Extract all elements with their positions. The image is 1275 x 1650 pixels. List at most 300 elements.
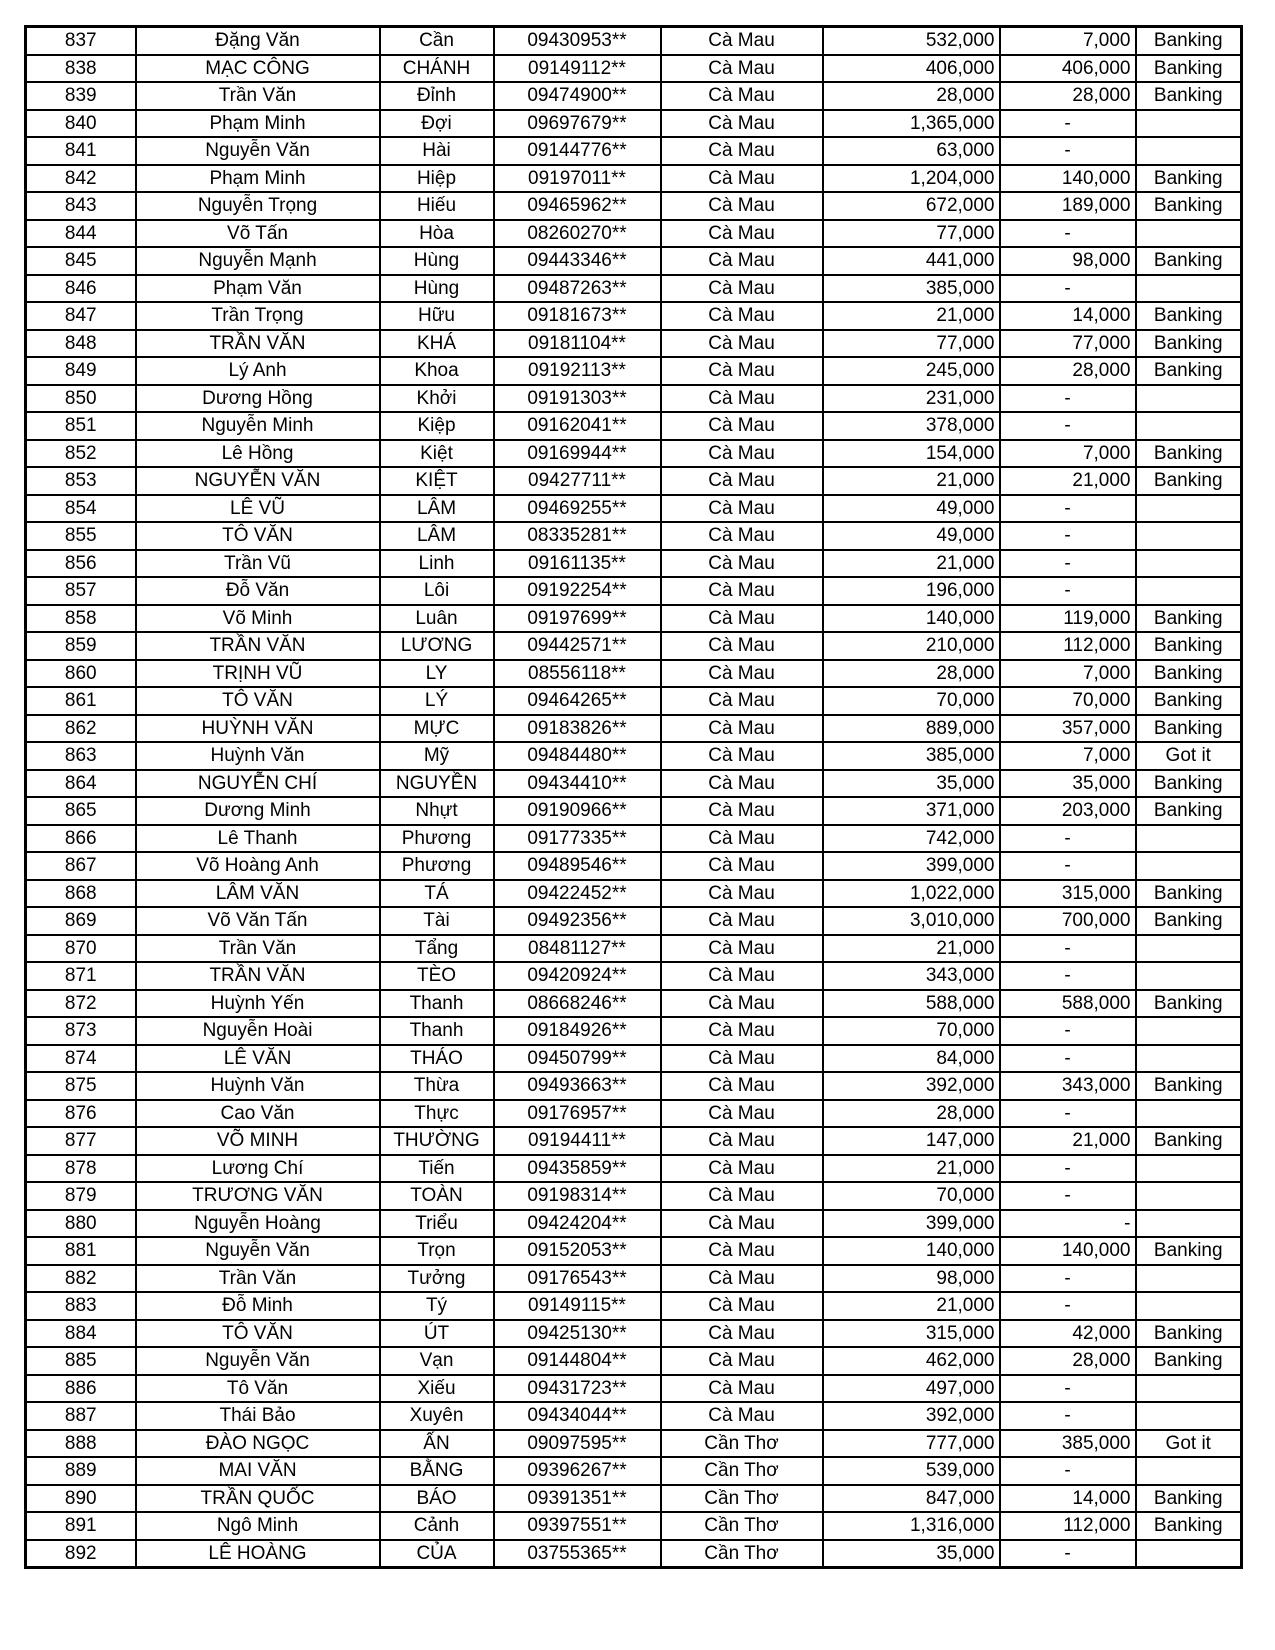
cell-status: Banking — [1136, 687, 1242, 715]
table-row — [26, 907, 1242, 935]
cell-province: Cà Mau — [661, 385, 823, 413]
cell-first-middle-name: Ngô Minh — [136, 1512, 380, 1540]
cell-province: Cà Mau — [661, 522, 823, 550]
table-row — [26, 412, 1242, 440]
cell-amount-vnd: 1,204,000 — [823, 165, 1000, 193]
cell-row-number: 877 — [26, 1127, 136, 1155]
cell-given-name: Kiệp — [380, 412, 494, 440]
cell-row-number: 871 — [26, 962, 136, 990]
cell-amount-vnd: 21,000 — [823, 1292, 1000, 1320]
cell-row-number: 854 — [26, 495, 136, 523]
cell-status: Banking — [1136, 440, 1242, 468]
cell-province: Cà Mau — [661, 1017, 823, 1045]
cell-row-number: 885 — [26, 1347, 136, 1375]
cell-status — [1136, 1155, 1242, 1183]
cell-paid-vnd: 7,000 — [1000, 660, 1136, 688]
cell-paid-vnd: 357,000 — [1000, 715, 1136, 743]
cell-phone-masked: 09152053** — [494, 1237, 661, 1265]
cell-first-middle-name: NGUYỄN VĂN — [136, 467, 380, 495]
table-row — [26, 495, 1242, 523]
cell-given-name: ÚT — [380, 1320, 494, 1348]
cell-row-number: 838 — [26, 55, 136, 83]
cell-amount-vnd: 231,000 — [823, 385, 1000, 413]
cell-status: Banking — [1136, 357, 1242, 385]
cell-given-name: Hiệp — [380, 165, 494, 193]
cell-given-name: Mỹ — [380, 742, 494, 770]
cell-province: Cà Mau — [661, 1375, 823, 1403]
cell-row-number: 858 — [26, 605, 136, 633]
cell-given-name: Khởi — [380, 385, 494, 413]
cell-given-name: LÂM — [380, 522, 494, 550]
cell-amount-vnd: 70,000 — [823, 1182, 1000, 1210]
cell-first-middle-name: TRẦN VĂN — [136, 632, 380, 660]
cell-row-number: 855 — [26, 522, 136, 550]
cell-row-number: 846 — [26, 275, 136, 303]
cell-paid-vnd: 7,000 — [1000, 27, 1136, 55]
cell-province: Cà Mau — [661, 110, 823, 138]
cell-amount-vnd: 35,000 — [823, 770, 1000, 798]
cell-given-name: Phương — [380, 825, 494, 853]
cell-province: Cần Thơ — [661, 1485, 823, 1513]
table-row — [26, 852, 1242, 880]
cell-given-name: MỰC — [380, 715, 494, 743]
table-row — [26, 220, 1242, 248]
cell-phone-masked: 09464265** — [494, 687, 661, 715]
cell-row-number: 863 — [26, 742, 136, 770]
cell-paid-vnd: - — [1000, 825, 1136, 853]
cell-amount-vnd: 245,000 — [823, 357, 1000, 385]
cell-first-middle-name: Trần Vũ — [136, 550, 380, 578]
cell-first-middle-name: TÔ VĂN — [136, 1320, 380, 1348]
cell-row-number: 884 — [26, 1320, 136, 1348]
cell-phone-masked: 09469255** — [494, 495, 661, 523]
cell-paid-vnd: 28,000 — [1000, 357, 1136, 385]
cell-phone-masked: 09422452** — [494, 880, 661, 908]
cell-first-middle-name: Võ Văn Tấn — [136, 907, 380, 935]
cell-amount-vnd: 21,000 — [823, 935, 1000, 963]
cell-phone-masked: 08668246** — [494, 990, 661, 1018]
cell-province: Cà Mau — [661, 192, 823, 220]
cell-status: Banking — [1136, 165, 1242, 193]
table-row — [26, 660, 1242, 688]
cell-first-middle-name: LÊ VĂN — [136, 1045, 380, 1073]
cell-amount-vnd: 98,000 — [823, 1265, 1000, 1293]
cell-amount-vnd: 847,000 — [823, 1485, 1000, 1513]
cell-given-name: Tẩng — [380, 935, 494, 963]
cell-status — [1136, 1017, 1242, 1045]
cell-status: Banking — [1136, 660, 1242, 688]
table-row — [26, 110, 1242, 138]
cell-status: Banking — [1136, 605, 1242, 633]
cell-phone-masked: 09493663** — [494, 1072, 661, 1100]
cell-paid-vnd: - — [1000, 1402, 1136, 1430]
cell-status — [1136, 1402, 1242, 1430]
cell-first-middle-name: LÂM VĂN — [136, 880, 380, 908]
cell-row-number: 845 — [26, 247, 136, 275]
cell-province: Cà Mau — [661, 1155, 823, 1183]
cell-province: Cà Mau — [661, 990, 823, 1018]
cell-status: Banking — [1136, 467, 1242, 495]
cell-first-middle-name: Đỗ Văn — [136, 577, 380, 605]
cell-row-number: 874 — [26, 1045, 136, 1073]
cell-given-name: TOÀN — [380, 1182, 494, 1210]
cell-paid-vnd: 7,000 — [1000, 440, 1136, 468]
cell-first-middle-name: Tô Văn — [136, 1375, 380, 1403]
cell-status — [1136, 852, 1242, 880]
cell-given-name: Cần — [380, 27, 494, 55]
cell-first-middle-name: Nguyễn Hoàng — [136, 1210, 380, 1238]
cell-phone-masked: 09161135** — [494, 550, 661, 578]
cell-status: Banking — [1136, 770, 1242, 798]
cell-amount-vnd: 147,000 — [823, 1127, 1000, 1155]
cell-row-number: 876 — [26, 1100, 136, 1128]
table-row — [26, 440, 1242, 468]
cell-phone-masked: 09434410** — [494, 770, 661, 798]
cell-paid-vnd: 98,000 — [1000, 247, 1136, 275]
table-row — [26, 1210, 1242, 1238]
cell-amount-vnd: 385,000 — [823, 742, 1000, 770]
cell-given-name: Hài — [380, 137, 494, 165]
cell-paid-vnd: 343,000 — [1000, 1072, 1136, 1100]
cell-first-middle-name: TRẦN VĂN — [136, 962, 380, 990]
cell-province: Cà Mau — [661, 467, 823, 495]
cell-amount-vnd: 399,000 — [823, 852, 1000, 880]
cell-paid-vnd: - — [1000, 962, 1136, 990]
cell-paid-vnd: - — [1000, 1045, 1136, 1073]
cell-amount-vnd: 889,000 — [823, 715, 1000, 743]
cell-given-name: LÂM — [380, 495, 494, 523]
table-row — [26, 990, 1242, 1018]
cell-phone-masked: 09149115** — [494, 1292, 661, 1320]
cell-phone-masked: 09487263** — [494, 275, 661, 303]
cell-amount-vnd: 21,000 — [823, 1155, 1000, 1183]
cell-province: Cà Mau — [661, 852, 823, 880]
cell-phone-masked: 09190966** — [494, 797, 661, 825]
table-row — [26, 1320, 1242, 1348]
cell-first-middle-name: Võ Minh — [136, 605, 380, 633]
cell-paid-vnd: 77,000 — [1000, 330, 1136, 358]
cell-paid-vnd: 42,000 — [1000, 1320, 1136, 1348]
cell-given-name: Hữu — [380, 302, 494, 330]
cell-row-number: 882 — [26, 1265, 136, 1293]
cell-amount-vnd: 777,000 — [823, 1430, 1000, 1458]
cell-province: Cà Mau — [661, 1347, 823, 1375]
cell-phone-masked: 09149112** — [494, 55, 661, 83]
cell-province: Cà Mau — [661, 605, 823, 633]
cell-status — [1136, 110, 1242, 138]
cell-province: Cà Mau — [661, 137, 823, 165]
cell-phone-masked: 09465962** — [494, 192, 661, 220]
cell-province: Cà Mau — [661, 1237, 823, 1265]
cell-given-name: Đợi — [380, 110, 494, 138]
cell-status: Banking — [1136, 797, 1242, 825]
cell-amount-vnd: 140,000 — [823, 1237, 1000, 1265]
cell-first-middle-name: Dương Minh — [136, 797, 380, 825]
table-row — [26, 192, 1242, 220]
cell-paid-vnd: 28,000 — [1000, 1347, 1136, 1375]
cell-paid-vnd: 14,000 — [1000, 1485, 1136, 1513]
cell-amount-vnd: 196,000 — [823, 577, 1000, 605]
cell-province: Cà Mau — [661, 247, 823, 275]
cell-first-middle-name: Lê Hồng — [136, 440, 380, 468]
cell-first-middle-name: Nguyễn Trọng — [136, 192, 380, 220]
cell-paid-vnd: 588,000 — [1000, 990, 1136, 1018]
cell-amount-vnd: 28,000 — [823, 660, 1000, 688]
cell-paid-vnd: - — [1000, 110, 1136, 138]
cell-province: Cà Mau — [661, 27, 823, 55]
cell-phone-masked: 09492356** — [494, 907, 661, 935]
cell-row-number: 879 — [26, 1182, 136, 1210]
table-row — [26, 467, 1242, 495]
cell-province: Cà Mau — [661, 1127, 823, 1155]
cell-amount-vnd: 742,000 — [823, 825, 1000, 853]
cell-phone-masked: 08556118** — [494, 660, 661, 688]
table-row — [26, 742, 1242, 770]
cell-status — [1136, 1182, 1242, 1210]
cell-amount-vnd: 49,000 — [823, 495, 1000, 523]
cell-province: Cà Mau — [661, 1320, 823, 1348]
cell-row-number: 890 — [26, 1485, 136, 1513]
cell-amount-vnd: 385,000 — [823, 275, 1000, 303]
table-row — [26, 1540, 1242, 1568]
cell-paid-vnd: 406,000 — [1000, 55, 1136, 83]
cell-amount-vnd: 315,000 — [823, 1320, 1000, 1348]
cell-status — [1136, 1375, 1242, 1403]
cell-row-number: 888 — [26, 1430, 136, 1458]
cell-paid-vnd: 119,000 — [1000, 605, 1136, 633]
cell-province: Cà Mau — [661, 1072, 823, 1100]
cell-amount-vnd: 672,000 — [823, 192, 1000, 220]
cell-amount-vnd: 371,000 — [823, 797, 1000, 825]
cell-first-middle-name: Thái Bảo — [136, 1402, 380, 1430]
cell-amount-vnd: 21,000 — [823, 550, 1000, 578]
cell-phone-masked: 09144776** — [494, 137, 661, 165]
cell-status: Got it — [1136, 1430, 1242, 1458]
cell-status: Banking — [1136, 880, 1242, 908]
table-row — [26, 962, 1242, 990]
cell-phone-masked: 09697679** — [494, 110, 661, 138]
cell-province: Cà Mau — [661, 770, 823, 798]
table-row — [26, 1375, 1242, 1403]
cell-row-number: 887 — [26, 1402, 136, 1430]
cell-status — [1136, 1457, 1242, 1485]
cell-amount-vnd: 392,000 — [823, 1072, 1000, 1100]
cell-phone-masked: 09474900** — [494, 82, 661, 110]
cell-first-middle-name: Nguyễn Văn — [136, 137, 380, 165]
cell-province: Cà Mau — [661, 1265, 823, 1293]
cell-first-middle-name: Đặng Văn — [136, 27, 380, 55]
cell-paid-vnd: - — [1000, 935, 1136, 963]
cell-paid-vnd: 112,000 — [1000, 1512, 1136, 1540]
cell-row-number: 883 — [26, 1292, 136, 1320]
cell-given-name: Thanh — [380, 990, 494, 1018]
cell-status — [1136, 577, 1242, 605]
cell-given-name: CHÁNH — [380, 55, 494, 83]
table-row — [26, 1265, 1242, 1293]
table-row — [26, 1485, 1242, 1513]
cell-first-middle-name: Nguyễn Văn — [136, 1347, 380, 1375]
cell-phone-masked: 09425130** — [494, 1320, 661, 1348]
cell-amount-vnd: 532,000 — [823, 27, 1000, 55]
cell-province: Cần Thơ — [661, 1540, 823, 1568]
cell-province: Cà Mau — [661, 797, 823, 825]
cell-amount-vnd: 70,000 — [823, 687, 1000, 715]
table-row — [26, 1127, 1242, 1155]
cell-phone-masked: 09183826** — [494, 715, 661, 743]
cell-phone-masked: 09431723** — [494, 1375, 661, 1403]
cell-row-number: 852 — [26, 440, 136, 468]
cell-province: Cà Mau — [661, 1210, 823, 1238]
cell-province: Cà Mau — [661, 825, 823, 853]
cell-phone-masked: 09181673** — [494, 302, 661, 330]
cell-paid-vnd: - — [1000, 495, 1136, 523]
table-row — [26, 330, 1242, 358]
table-row — [26, 1072, 1242, 1100]
cell-phone-masked: 09435859** — [494, 1155, 661, 1183]
table-row — [26, 1182, 1242, 1210]
cell-given-name: Tý — [380, 1292, 494, 1320]
cell-province: Cà Mau — [661, 1402, 823, 1430]
table-row — [26, 275, 1242, 303]
cell-phone-masked: 03755365** — [494, 1540, 661, 1568]
cell-first-middle-name: Lý Anh — [136, 357, 380, 385]
table-row — [26, 825, 1242, 853]
cell-first-middle-name: Nguyễn Văn — [136, 1237, 380, 1265]
cell-status: Banking — [1136, 27, 1242, 55]
table-row — [26, 797, 1242, 825]
table-row — [26, 1457, 1242, 1485]
cell-phone-masked: 09396267** — [494, 1457, 661, 1485]
cell-given-name: CỦA — [380, 1540, 494, 1568]
cell-phone-masked: 09197011** — [494, 165, 661, 193]
cell-status: Banking — [1136, 990, 1242, 1018]
cell-given-name: Linh — [380, 550, 494, 578]
cell-province: Cần Thơ — [661, 1430, 823, 1458]
cell-status: Banking — [1136, 55, 1242, 83]
cell-province: Cà Mau — [661, 742, 823, 770]
cell-phone-masked: 09397551** — [494, 1512, 661, 1540]
cell-row-number: 843 — [26, 192, 136, 220]
cell-row-number: 870 — [26, 935, 136, 963]
cell-given-name: BÁO — [380, 1485, 494, 1513]
cell-first-middle-name: Lê Thanh — [136, 825, 380, 853]
cell-given-name: Nhựt — [380, 797, 494, 825]
cell-status: Banking — [1136, 82, 1242, 110]
cell-first-middle-name: MẠC CÔNG — [136, 55, 380, 83]
table-row — [26, 1237, 1242, 1265]
cell-given-name: NGUYỀN — [380, 770, 494, 798]
cell-paid-vnd: 140,000 — [1000, 165, 1136, 193]
cell-paid-vnd: 7,000 — [1000, 742, 1136, 770]
cell-row-number: 837 — [26, 27, 136, 55]
cell-phone-masked: 09434044** — [494, 1402, 661, 1430]
cell-amount-vnd: 1,365,000 — [823, 110, 1000, 138]
cell-status — [1136, 522, 1242, 550]
cell-amount-vnd: 154,000 — [823, 440, 1000, 468]
cell-given-name: Lôi — [380, 577, 494, 605]
cell-row-number: 844 — [26, 220, 136, 248]
cell-given-name: TÁ — [380, 880, 494, 908]
cell-first-middle-name: NGUYỄN CHÍ — [136, 770, 380, 798]
cell-given-name: Luân — [380, 605, 494, 633]
cell-row-number: 865 — [26, 797, 136, 825]
cell-first-middle-name: Nguyễn Hoài — [136, 1017, 380, 1045]
cell-row-number: 875 — [26, 1072, 136, 1100]
table-row — [26, 137, 1242, 165]
table-row — [26, 55, 1242, 83]
table-row — [26, 247, 1242, 275]
cell-status — [1136, 550, 1242, 578]
cell-paid-vnd: 700,000 — [1000, 907, 1136, 935]
cell-row-number: 891 — [26, 1512, 136, 1540]
cell-first-middle-name: Trần Trọng — [136, 302, 380, 330]
cell-amount-vnd: 588,000 — [823, 990, 1000, 1018]
cell-phone-masked: 09197699** — [494, 605, 661, 633]
cell-province: Cà Mau — [661, 302, 823, 330]
cell-province: Cà Mau — [661, 275, 823, 303]
cell-row-number: 849 — [26, 357, 136, 385]
cell-given-name: Thanh — [380, 1017, 494, 1045]
table-row — [26, 1017, 1242, 1045]
table-row — [26, 935, 1242, 963]
cell-status: Banking — [1136, 247, 1242, 275]
cell-first-middle-name: HUỲNH VĂN — [136, 715, 380, 743]
cell-status — [1136, 137, 1242, 165]
cell-amount-vnd: 84,000 — [823, 1045, 1000, 1073]
cell-first-middle-name: Huỳnh Yến — [136, 990, 380, 1018]
cell-phone-masked: 09194411** — [494, 1127, 661, 1155]
cell-status — [1136, 385, 1242, 413]
cell-province: Cà Mau — [661, 632, 823, 660]
cell-paid-vnd: - — [1000, 1017, 1136, 1045]
cell-row-number: 861 — [26, 687, 136, 715]
cell-row-number: 892 — [26, 1540, 136, 1568]
cell-paid-vnd: - — [1000, 385, 1136, 413]
cell-status: Banking — [1136, 1072, 1242, 1100]
cell-first-middle-name: Võ Tấn — [136, 220, 380, 248]
cell-given-name: Hùng — [380, 275, 494, 303]
cell-province: Cà Mau — [661, 715, 823, 743]
cell-province: Cà Mau — [661, 1100, 823, 1128]
cell-paid-vnd: - — [1000, 1210, 1136, 1238]
table-body — [26, 27, 1242, 1568]
cell-given-name: THÁO — [380, 1045, 494, 1073]
cell-province: Cà Mau — [661, 1182, 823, 1210]
cell-phone-masked: 09162041** — [494, 412, 661, 440]
cell-status: Banking — [1136, 632, 1242, 660]
cell-status: Banking — [1136, 1127, 1242, 1155]
cell-province: Cà Mau — [661, 880, 823, 908]
cell-paid-vnd: 70,000 — [1000, 687, 1136, 715]
table-row — [26, 165, 1242, 193]
cell-status — [1136, 1540, 1242, 1568]
cell-paid-vnd: - — [1000, 577, 1136, 605]
cell-status: Banking — [1136, 302, 1242, 330]
cell-status — [1136, 935, 1242, 963]
cell-given-name: KHÁ — [380, 330, 494, 358]
cell-province: Cà Mau — [661, 577, 823, 605]
cell-province: Cà Mau — [661, 935, 823, 963]
payment-table — [24, 25, 1243, 1569]
cell-given-name: Tưởng — [380, 1265, 494, 1293]
cell-row-number: 868 — [26, 880, 136, 908]
cell-province: Cần Thơ — [661, 1457, 823, 1485]
cell-phone-masked: 09181104** — [494, 330, 661, 358]
cell-province: Cà Mau — [661, 962, 823, 990]
table-row — [26, 1430, 1242, 1458]
cell-paid-vnd: 21,000 — [1000, 467, 1136, 495]
cell-paid-vnd: - — [1000, 1155, 1136, 1183]
